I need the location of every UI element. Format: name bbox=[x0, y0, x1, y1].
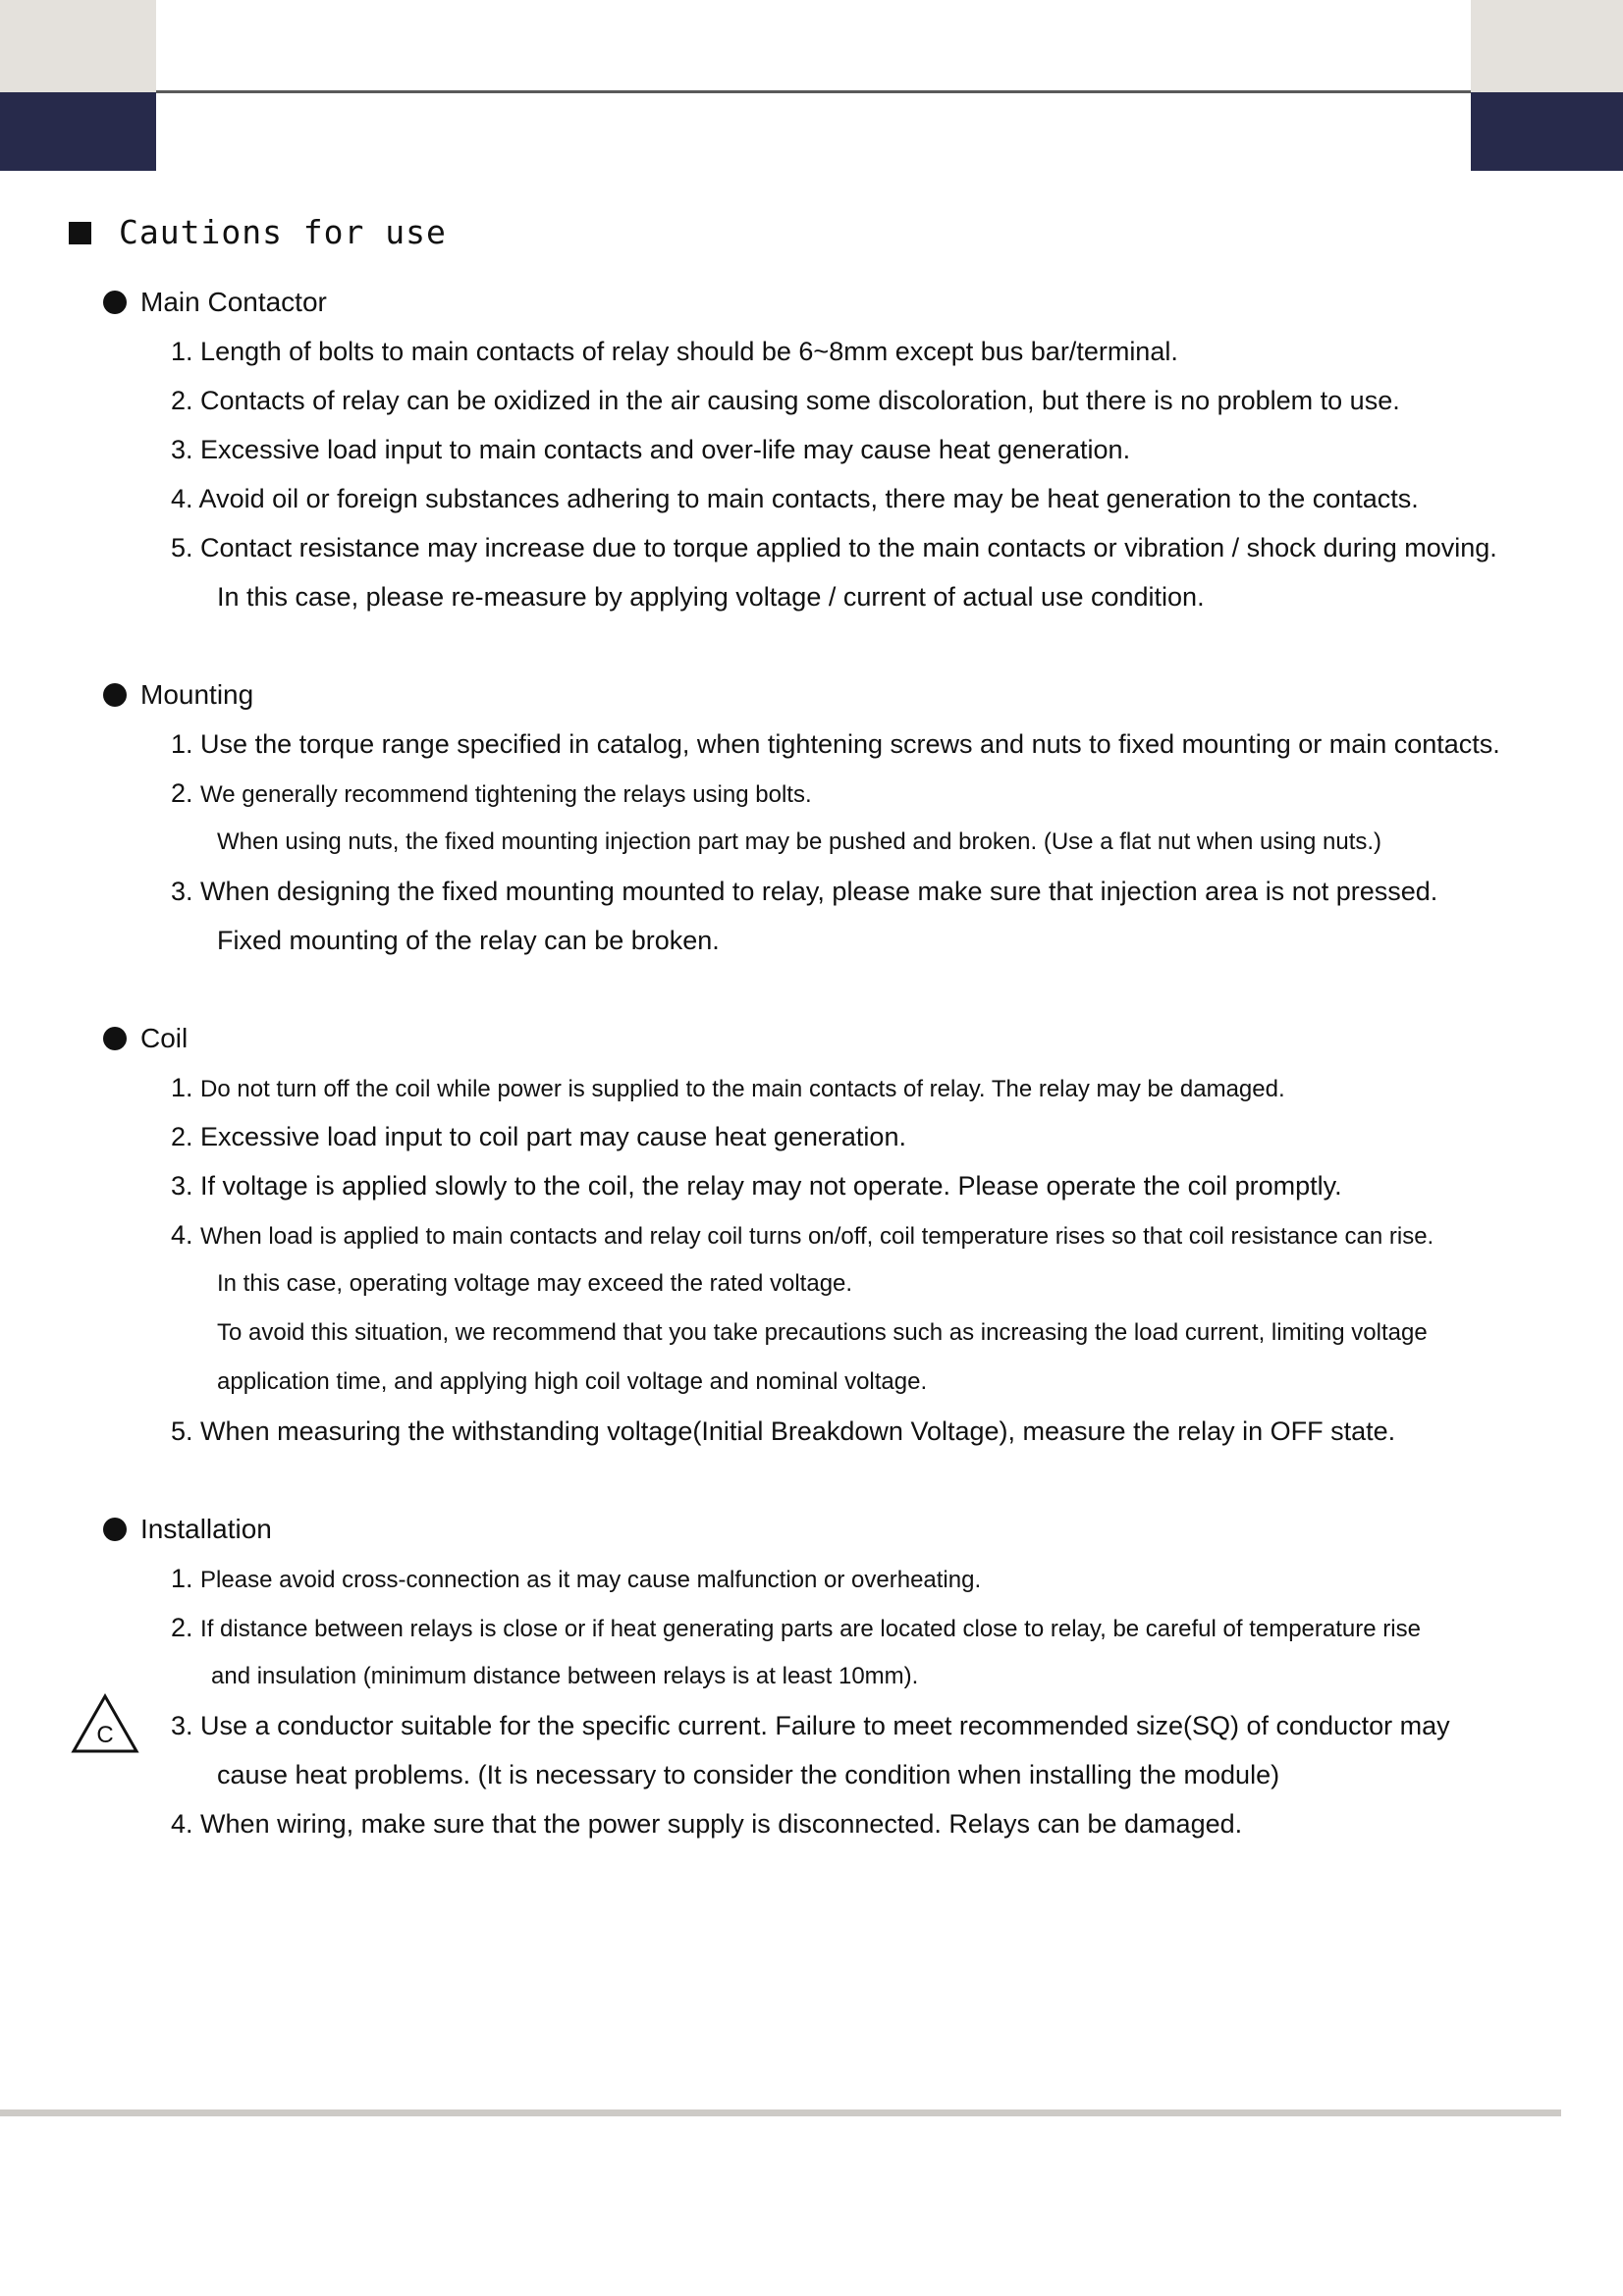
item-line bbox=[140, 1750, 1450, 1799]
list-item bbox=[103, 1701, 1450, 1799]
item-line bbox=[140, 1554, 1450, 1603]
item-line bbox=[140, 1358, 1434, 1407]
section-heading bbox=[103, 278, 1497, 327]
bullet-dot-icon bbox=[103, 291, 127, 314]
item-line bbox=[140, 425, 1497, 474]
item-text: Length of bolts to main contacts of relay should be 6~8mm except bus bar/terminal. bbox=[200, 337, 1178, 366]
item-line bbox=[140, 474, 1497, 523]
bullet-dot-icon bbox=[103, 1518, 127, 1541]
item-number: 4. bbox=[171, 1220, 193, 1250]
header-corner-right-navy bbox=[1471, 92, 1623, 171]
item-number: 1. bbox=[171, 337, 193, 366]
item-text: Please avoid cross-connection as it may cause malfunction or overheating. bbox=[200, 1567, 982, 1593]
item-number: 2. bbox=[171, 1122, 193, 1151]
list-item bbox=[103, 474, 1497, 523]
list-item bbox=[103, 769, 1500, 867]
list-item bbox=[103, 376, 1497, 425]
caution-triangle-icon bbox=[71, 1693, 139, 1754]
item-number: 4. bbox=[171, 484, 193, 513]
bullet-dot-icon bbox=[103, 683, 127, 707]
list-item bbox=[103, 867, 1500, 965]
item-text: Do not turn off the coil while power is supplied to the main contacts of relay. The relay may be damaged. bbox=[200, 1076, 1285, 1102]
list-item bbox=[103, 327, 1497, 376]
section-heading-text: Coil bbox=[140, 1023, 189, 1053]
item-line bbox=[140, 1210, 1434, 1259]
item-line bbox=[140, 1063, 1434, 1112]
item-text: Contacts of relay can be oxidized in the air causing some discoloration, but there is no problem to use. bbox=[200, 386, 1400, 415]
item-line bbox=[140, 720, 1500, 769]
item-list bbox=[103, 720, 1500, 965]
section-coil bbox=[103, 1014, 1434, 1456]
square-bullet-icon bbox=[69, 222, 91, 244]
item-text: Contact resistance may increase due to torque applied to the main contacts or vibration / shock during moving. bbox=[200, 533, 1497, 562]
header-rule bbox=[156, 90, 1471, 93]
section-heading-text: Main Contactor bbox=[140, 287, 327, 317]
item-text: Use the torque range specified in catalog, when tightening screws and nuts to fixed mounting or main contacts. bbox=[200, 729, 1500, 759]
item-line bbox=[140, 1407, 1434, 1456]
item-text: Avoid oil or foreign substances adhering to main contacts, there may be heat generation to the contacts. bbox=[198, 484, 1419, 513]
item-line bbox=[140, 1259, 1434, 1308]
item-line bbox=[140, 327, 1497, 376]
bullet-dot-icon bbox=[103, 1027, 127, 1050]
item-text: When designing the fixed mounting mounted to relay, please make sure that injection area is not pressed. bbox=[200, 877, 1438, 906]
section-heading bbox=[103, 1505, 1450, 1554]
footer-rule bbox=[0, 2109, 1561, 2116]
item-line bbox=[140, 1652, 1450, 1701]
header-corner-right-grey bbox=[1471, 0, 1623, 92]
item-text: In this case, please re-measure by applying voltage / current of actual use condition. bbox=[217, 582, 1205, 612]
item-text: cause heat problems. (It is necessary to consider the condition when installing the module) bbox=[217, 1760, 1280, 1789]
item-text: When wiring, make sure that the power supply is disconnected. Relays can be damaged. bbox=[200, 1809, 1243, 1839]
item-number: 2. bbox=[171, 1613, 193, 1642]
item-line bbox=[140, 1112, 1434, 1161]
item-text: If voltage is applied slowly to the coil, the relay may not operate. Please operate the coil promptly. bbox=[200, 1171, 1342, 1201]
item-number: 3. bbox=[171, 1171, 193, 1201]
item-line bbox=[140, 1701, 1450, 1750]
section-heading-text: Mounting bbox=[140, 679, 254, 710]
item-line bbox=[140, 867, 1500, 916]
item-number: 3. bbox=[171, 877, 193, 906]
item-text: Excessive load input to coil part may cause heat generation. bbox=[200, 1122, 906, 1151]
list-item bbox=[103, 1407, 1434, 1456]
item-list bbox=[103, 1554, 1450, 1848]
list-item bbox=[103, 1799, 1450, 1848]
item-line bbox=[140, 769, 1500, 818]
item-line bbox=[140, 1308, 1434, 1358]
item-number: 2. bbox=[171, 386, 193, 415]
item-number: 3. bbox=[171, 435, 193, 464]
item-text: Use a conductor suitable for the specific current. Failure to meet recommended size(SQ) of conductor may bbox=[200, 1711, 1450, 1740]
header-corner-left-navy bbox=[0, 92, 156, 171]
item-text: Fixed mounting of the relay can be broken. bbox=[217, 926, 720, 955]
list-item bbox=[103, 523, 1497, 621]
list-item bbox=[103, 720, 1500, 769]
caution-letter: C bbox=[96, 1722, 114, 1748]
list-item bbox=[103, 1112, 1434, 1161]
item-text: When using nuts, the fixed mounting injection part may be pushed and broken. (Use a flat nut when using nuts.) bbox=[217, 828, 1382, 855]
item-text: Excessive load input to main contacts and over-life may cause heat generation. bbox=[200, 435, 1131, 464]
list-item bbox=[103, 1603, 1450, 1701]
item-text: When measuring the withstanding voltage(Initial Breakdown Voltage), measure the relay in OFF state. bbox=[200, 1416, 1396, 1446]
list-item bbox=[103, 1161, 1434, 1210]
item-number: 1. bbox=[171, 1564, 193, 1593]
section-main-contactor bbox=[103, 278, 1497, 621]
item-number: 1. bbox=[171, 1073, 193, 1102]
item-line bbox=[140, 818, 1500, 867]
item-line bbox=[140, 1603, 1450, 1652]
item-text: When load is applied to main contacts and relay coil turns on/off, coil temperature rises so that coil resistance can rise. bbox=[200, 1223, 1434, 1250]
item-line bbox=[140, 572, 1497, 621]
item-number: 1. bbox=[171, 729, 193, 759]
list-item bbox=[103, 1063, 1434, 1112]
list-item bbox=[103, 1554, 1450, 1603]
list-item bbox=[103, 1210, 1434, 1407]
item-line bbox=[140, 916, 1500, 965]
section-heading bbox=[103, 670, 1500, 720]
item-text: application time, and applying high coil voltage and nominal voltage. bbox=[217, 1368, 928, 1395]
item-number: 2. bbox=[171, 778, 193, 808]
section-heading bbox=[103, 1014, 1434, 1063]
item-number: 5. bbox=[171, 1416, 193, 1446]
item-text: To avoid this situation, we recommend that you take precautions such as increasing the load current, limiting voltage bbox=[217, 1319, 1428, 1346]
item-number: 5. bbox=[171, 533, 193, 562]
header-corner-left-grey bbox=[0, 0, 156, 92]
section-heading-text: Installation bbox=[140, 1514, 272, 1544]
item-text: We generally recommend tightening the relays using bolts. bbox=[200, 781, 812, 808]
item-list bbox=[103, 1063, 1434, 1456]
section-mounting bbox=[103, 670, 1500, 965]
item-text: If distance between relays is close or if heat generating parts are located close to relay, be careful of temperature rise bbox=[200, 1616, 1421, 1642]
item-list bbox=[103, 327, 1497, 621]
page-title-text: Cautions for use bbox=[119, 213, 447, 251]
item-line bbox=[140, 376, 1497, 425]
item-text: In this case, operating voltage may exceed the rated voltage. bbox=[217, 1270, 853, 1297]
item-number: 4. bbox=[171, 1809, 193, 1839]
list-item bbox=[103, 425, 1497, 474]
section-installation bbox=[103, 1505, 1450, 1848]
item-line bbox=[140, 1161, 1434, 1210]
item-text: and insulation (minimum distance between relays is at least 10mm). bbox=[211, 1663, 919, 1689]
item-line bbox=[140, 523, 1497, 572]
page-title bbox=[69, 209, 447, 256]
item-line bbox=[140, 1799, 1450, 1848]
item-number: 3. bbox=[171, 1711, 193, 1740]
